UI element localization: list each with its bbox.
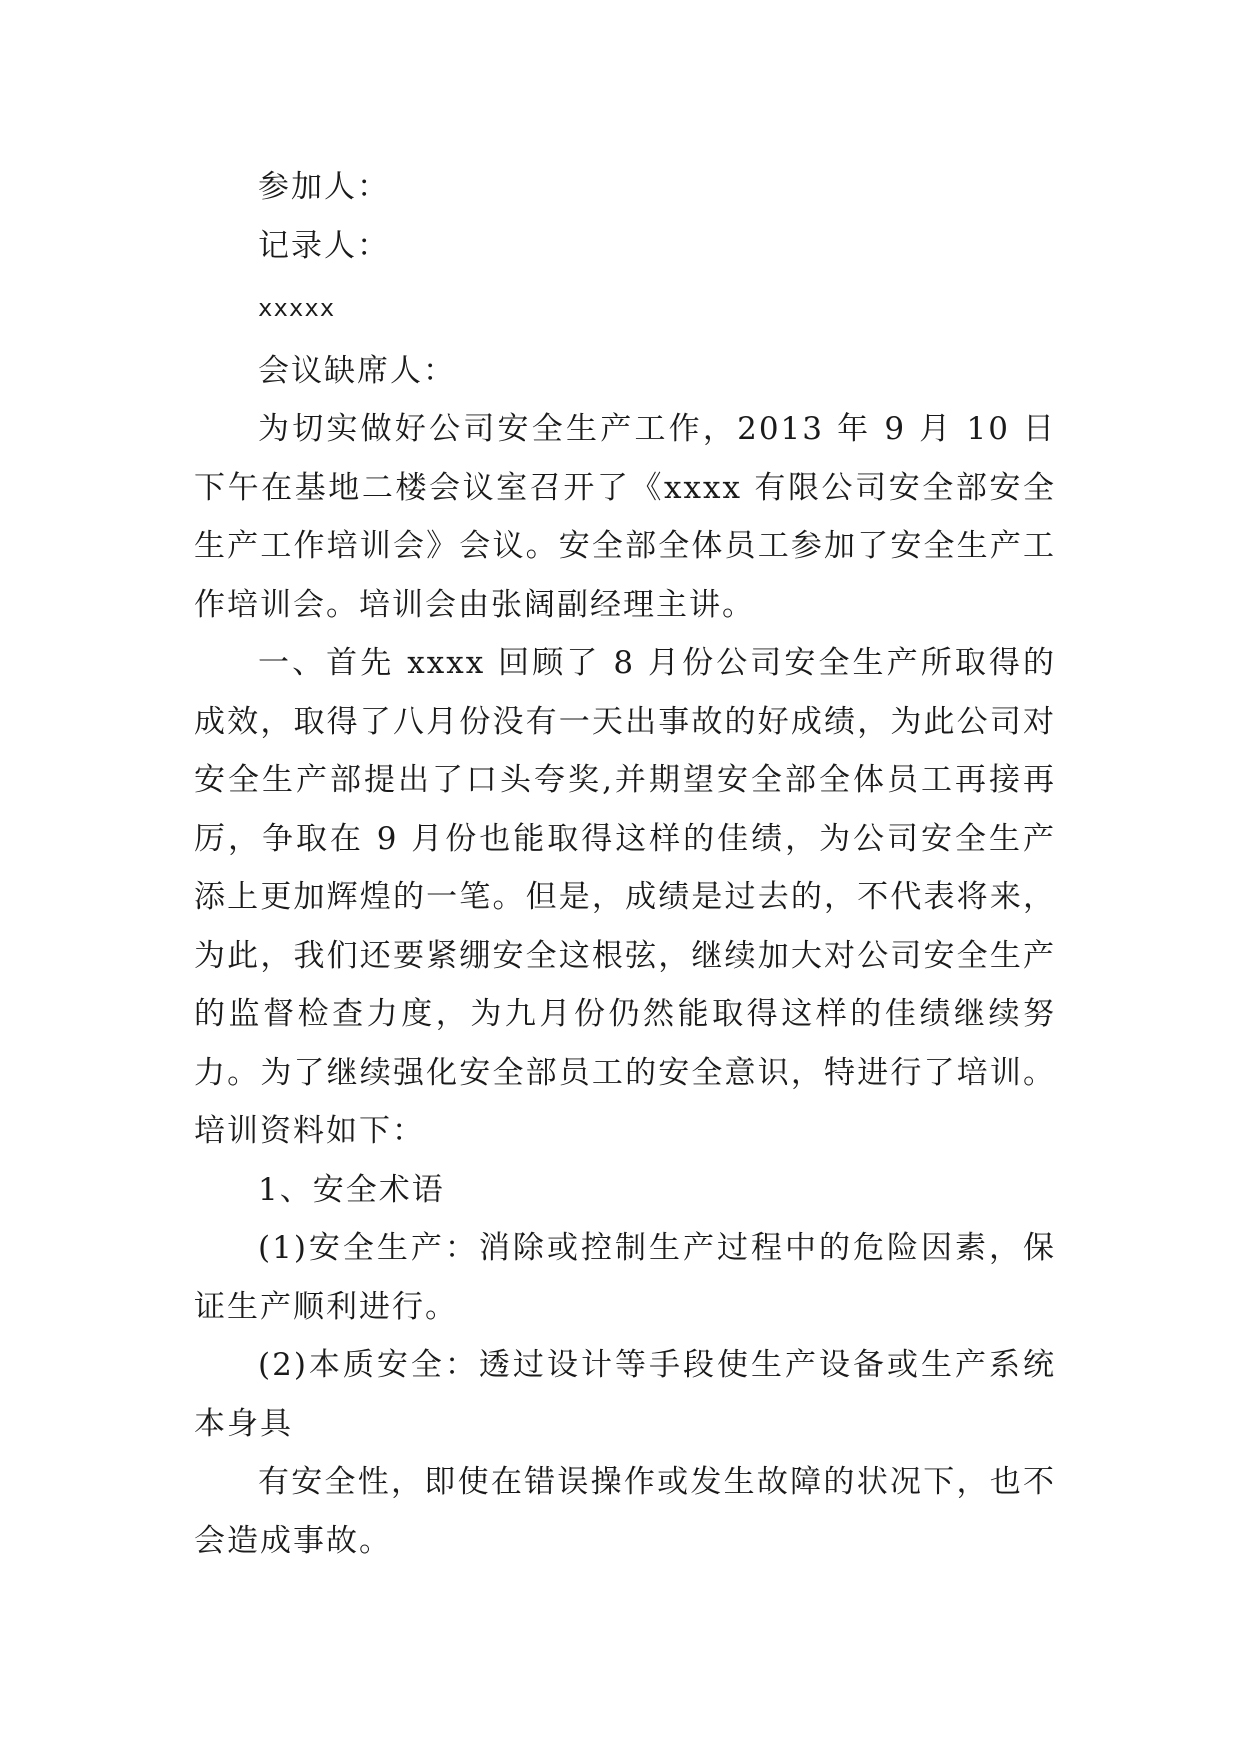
term-intrinsic-safety-continued: 有安全性，即使在错误操作或发生故障的状况下，也不会造成事故。 <box>194 1464 1056 1559</box>
intro-paragraph: 为切实做好公司安全生产工作，2013 年 9 月 10 日下午在基地二楼会议室召开了《xxxx 有限公司安全部安全生产工作培训会》会议。安全部全体员工参加了安全生产工作培训会。培训会由张阔副经理主讲。 <box>194 411 1056 623</box>
participants-line: 参加人： <box>258 169 390 205</box>
term-intrinsic-safety: (2)本质安全：透过设计等手段使生产设备或生产系统本身具 <box>194 1347 1056 1442</box>
document-body <box>194 158 1056 1570</box>
term-safety-production: (1)安全生产：消除或控制生产过程中的危险因素，保证生产顺利进行。 <box>194 1230 1056 1325</box>
absentees-line: 会议缺席人： <box>258 352 456 389</box>
section-heading-safety-terms: 1、安全术语 <box>258 1171 445 1208</box>
placeholder-line: xxxxx <box>258 294 336 322</box>
review-paragraph: 一、首先 xxxx 回顾了 8 月份公司安全生产所取得的成效，取得了八月份没有一天出事故的好成绩，为此公司对安全生产部提出了口头夸奖,并期望安全部全体员工再接再厉，争取在 9 月份也能取得这样的佳绩，为公司安全生产添上更加辉煌的一笔。但是，成绩是过去的，不代表将来，为此，我们还要紧绷安全这根弦，继续加大对公司安全生产的监督检查力度，为九月份仍然能取得这样的佳绩继续努力。为了继续强化安全部员工的安全意识，特进行了培训。培训资料如下： <box>194 645 1056 1149</box>
recorder-line: 记录人： <box>258 227 390 264</box>
